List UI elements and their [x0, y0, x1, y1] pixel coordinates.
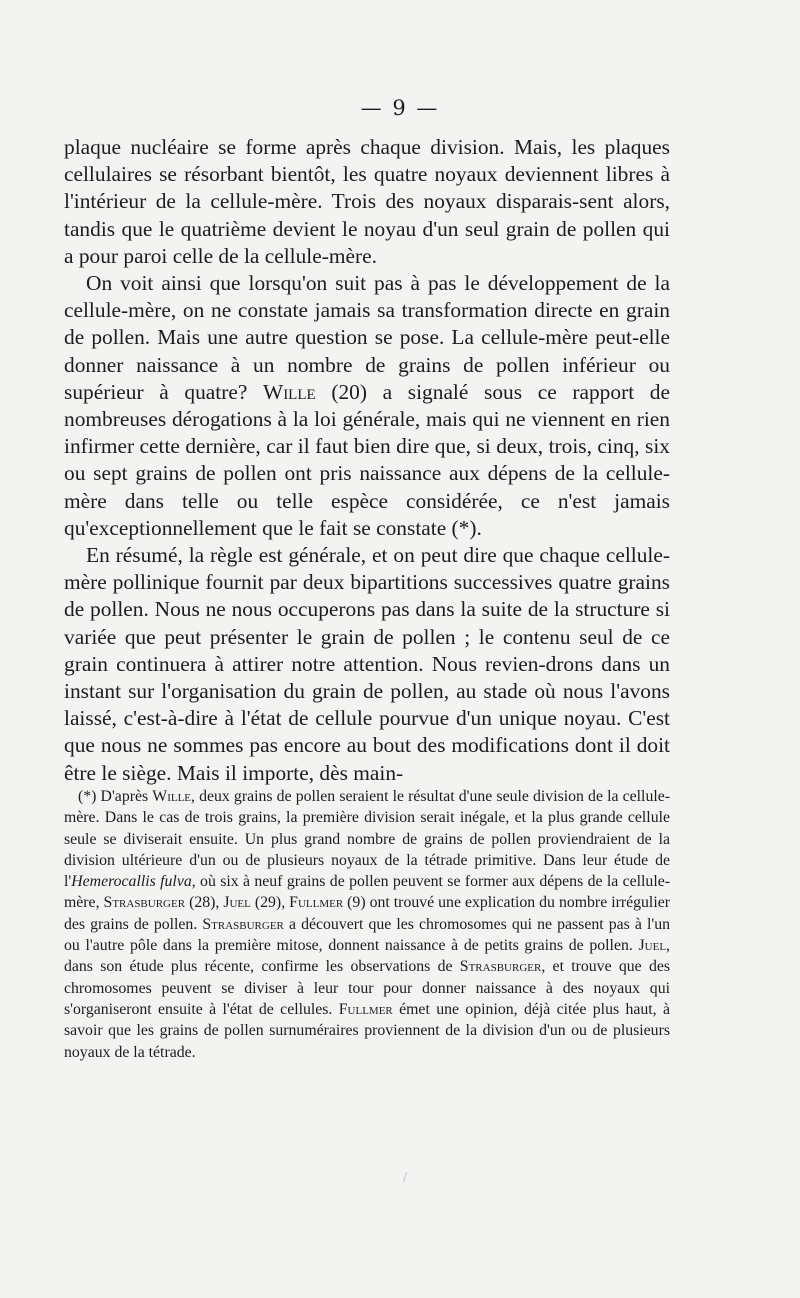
paragraph-1: plaque nucléaire se forme après chaque division. Mais, les plaques cellulaires se résorbant bientôt, les quatre noyaux deviennent libres à l'intérieur de la cellule-mère. Trois des noyaux disparais-sent alors, tandis que le quatrième devient le noyau d'un seul grain de pollen qui a pour paroi celle de la cellule-mère.: [64, 135, 670, 268]
footnote-marker: (*): [78, 788, 97, 805]
footnote-text: , dans son étude plus récente, confirme les observations de: [64, 937, 670, 976]
footnote-author-strasburger: Strasburger: [103, 894, 186, 912]
paragraph-2-part-1: On voit ainsi que lorsqu'on suit pas à pas le développement de la cellule-mère, on ne constate jamais sa transformation directe en grain de pollen. Mais une autre question se pose. La cellule-mère peut-elle donner naissance à un nombre de grains de pollen inférieur ou supérieur à quatre?: [64, 271, 670, 404]
footnote-text: , et trouve que des chromosomes peuvent se diviser à leur tour pour donner naissance à des noyaux qui s'organiseront ensuite à l'état de cellules.: [64, 958, 670, 1018]
footnote-paragraph: [64, 786, 670, 1063]
footnote-author-fullmer: Fullmer: [338, 1000, 393, 1018]
paragraph-2: [64, 270, 670, 542]
stray-mark: /: [403, 1170, 408, 1184]
paragraph-2-part-2: (20) a signalé sous ce rapport de nombreuses dérogations à la loi générale, mais qui ne viennent en rien infirmer cette dernière, car il faut bien dire que, si deux, trois, cinq, six ou sept grains de pollen ont pris naissance aux dépens de la cellule-mère dans telle ou telle espèce considérée, ce n'est jamais qu'exceptionnellement que le fait se constate (*).: [64, 379, 670, 540]
footnote-text: (29),: [250, 894, 290, 912]
footnote-text: (28),: [185, 894, 224, 912]
footnote-author-juel: Juel: [638, 937, 667, 955]
footnote-author-juel: Juel: [223, 894, 251, 912]
footnote-author-fullmer: Fullmer: [289, 894, 344, 912]
footnote-text: D'après: [96, 788, 153, 805]
footnote-text: a découvert que les chromosomes qui ne passent pas à l'un ou l'autre pôle dans la première mitose, donnent naissance à de petits grains de pollen.: [64, 915, 670, 955]
footnote-author-strasburger: Strasburger: [202, 915, 284, 933]
footnote-text: (9) ont trouvé une explication du nombre irrégulier des grains de pollen.: [64, 894, 670, 933]
footnote-author-wille: Wille: [152, 788, 192, 805]
footnote-text: émet une opinion, déjà citée plus haut, à savoir que les grains de pollen surnuméraires proviennent de la division d'un ou de plusieurs noyaux de la tétrade.: [64, 1000, 671, 1061]
author-name-wille: Wille: [263, 379, 316, 404]
footnote-text: , où six à neuf grains de pollen peuvent se former aux dépens de la cellule-mère,: [64, 873, 670, 912]
paragraph-3: En résumé, la règle est générale, et on peut dire que chaque cellule-mère pollinique fournit par deux bipartitions successives quatre grains de pollen. Nous ne nous occuperons pas dans la suite de la structure si variée que peut présenter le grain de pollen ; le contenu seul de ce grain continuera à attirer notre attention. Nous revien-drons dans un instant sur l'organisation du grain de pollen, au stade où nous l'avons laissé, c'est-à-dire à l'état de cellule pourvue d'un unique noyau. C'est que nous ne sommes pas encore au bout des modifications dont il doit être le siège. Mais il importe, dès main-: [64, 543, 670, 785]
page-number: — 9 —: [360, 96, 440, 120]
main-text: [64, 134, 670, 787]
footnote: [64, 786, 670, 1063]
footnote-author-strasburger: Strasburger: [459, 958, 542, 976]
footnote-species: Hemerocallis fulva: [71, 873, 192, 891]
footnote-text: , deux grains de pollen seraient le résultat d'une seule division de la cellule-mère. Dans le cas de trois grains, la première division serait inégale, et la plus grande cellule seule se diviserait ensuite. Un plus grand nombre de grains de pollen proviendraient de la division ultérieure d'un ou de plusieurs noyaux de la tétrade primitive. Dans leur étude de l': [64, 788, 670, 891]
